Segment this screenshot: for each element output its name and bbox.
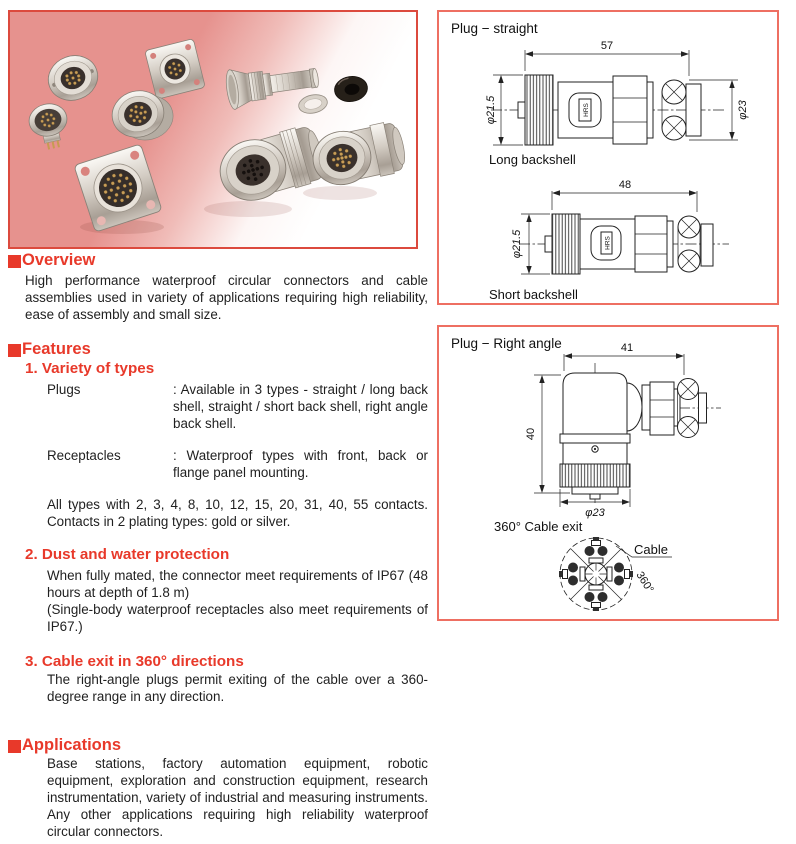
- dim-dia-23: φ23: [737, 100, 749, 120]
- shadow: [303, 186, 377, 200]
- hrs-marking: HRS: [583, 103, 590, 117]
- dim-dia-23: φ23: [585, 507, 605, 519]
- feature-3-heading: 3. Cable exit in 360° directions: [25, 653, 244, 670]
- angle-360-callout: 360°: [633, 569, 656, 596]
- long-backshell-drawing: [485, 40, 749, 167]
- connector-grommet: [333, 74, 369, 103]
- bullet-square-icon: [8, 344, 21, 357]
- overview-title: Overview: [22, 251, 96, 269]
- bullet-square-icon: [8, 255, 21, 268]
- dim-41: 41: [620, 342, 634, 354]
- overview-body: High performance waterproof circular connectors and cable assemblies used in variety of applications requiring high reliability, ease of assembly and small size.: [25, 273, 428, 322]
- feature-2-heading: 2. Dust and water protection: [25, 546, 230, 563]
- panel-plug-straight: [437, 10, 779, 305]
- cable-exit-diagram: [559, 537, 672, 611]
- feature-term-plugs: Plugs: [47, 382, 81, 397]
- panel-plug-right-angle: [437, 325, 779, 621]
- cable-callout: Cable: [634, 542, 668, 557]
- feature-term-receptacles: Receptacles: [47, 448, 121, 463]
- connector-small-receptacle: [26, 100, 73, 152]
- dim-40: 40: [525, 427, 537, 441]
- feature-1-note: All types with 2, 3, 4, 8, 10, 12, 15, 20, 31, 40, 55 contacts. Contacts in 2 plating types: gold or silver.: [47, 497, 428, 529]
- short-backshell-label: Short backshell: [489, 287, 578, 302]
- panel-title: Plug − straight: [451, 21, 538, 36]
- bullet-square-icon: [8, 740, 21, 753]
- right-angle-plug-drawing: [439, 327, 777, 619]
- right-angle-drawing: [525, 342, 721, 519]
- overview-heading: [8, 251, 95, 270]
- dim-57: 57: [600, 40, 614, 52]
- connector-big-plug-right: [308, 119, 409, 190]
- dim-48: 48: [618, 179, 632, 191]
- dim-dia-21-5: φ21.5: [485, 95, 497, 125]
- dim-dia-21-5-short: φ21.5: [511, 229, 523, 259]
- feature-desc-receptacles: : Waterproof types with front, back or flange panel mounting.: [173, 448, 428, 480]
- connector-square-flange-small: [145, 39, 206, 100]
- feature-row-plugs: [47, 381, 428, 432]
- feature-2-body-1: When fully mated, the connector meet requirements of IP67 (48 hours at depth of 1.8 m): [47, 568, 428, 600]
- exit-clamp-south: [585, 585, 608, 611]
- shadow: [204, 201, 292, 217]
- feature-3-body: The right-angle plugs permit exiting of the cable over a 360-degree range in any direction.: [47, 672, 428, 704]
- feature-2-body-2: (Single-body waterproof receptacles also meet requirements of IP67.): [47, 602, 428, 634]
- feature-row-receptacles: [47, 447, 428, 481]
- features-heading: [8, 340, 91, 359]
- exit-clamp-west: [559, 563, 585, 586]
- feature-desc-plugs: : Available in 3 types - straight / long back shell, straight / short back shell, right angle back shell.: [173, 382, 428, 431]
- panel-title: Plug − Right angle: [451, 336, 562, 351]
- features-title: Features: [22, 340, 91, 358]
- short-backshell-drawing: [489, 179, 729, 302]
- feature-1-heading: 1. Variety of types: [25, 360, 155, 377]
- connector-ring-nut: [297, 92, 329, 116]
- connector-round-flange: [42, 49, 104, 107]
- connectors-illustration: [10, 12, 416, 247]
- exit-clamp-north: [585, 537, 608, 563]
- applications-heading: [8, 736, 121, 755]
- product-photo: [8, 10, 418, 249]
- cable-exit-label: 360° Cable exit: [494, 519, 583, 534]
- applications-title: Applications: [22, 736, 122, 754]
- exit-clamp-east: [607, 563, 633, 586]
- long-backshell-label: Long backshell: [489, 152, 576, 167]
- hrs-marking: HRS: [604, 236, 612, 250]
- applications-body: Base stations, factory automation equipment, robotic equipment, exploration and construction equipment, research instrumentation, variety of industrial and measuring instruments. Any other applications requiring high reliability waterproof circular connectors.: [47, 756, 428, 839]
- straight-plug-drawings: [439, 12, 777, 303]
- connector-square-flange-large: [74, 144, 162, 232]
